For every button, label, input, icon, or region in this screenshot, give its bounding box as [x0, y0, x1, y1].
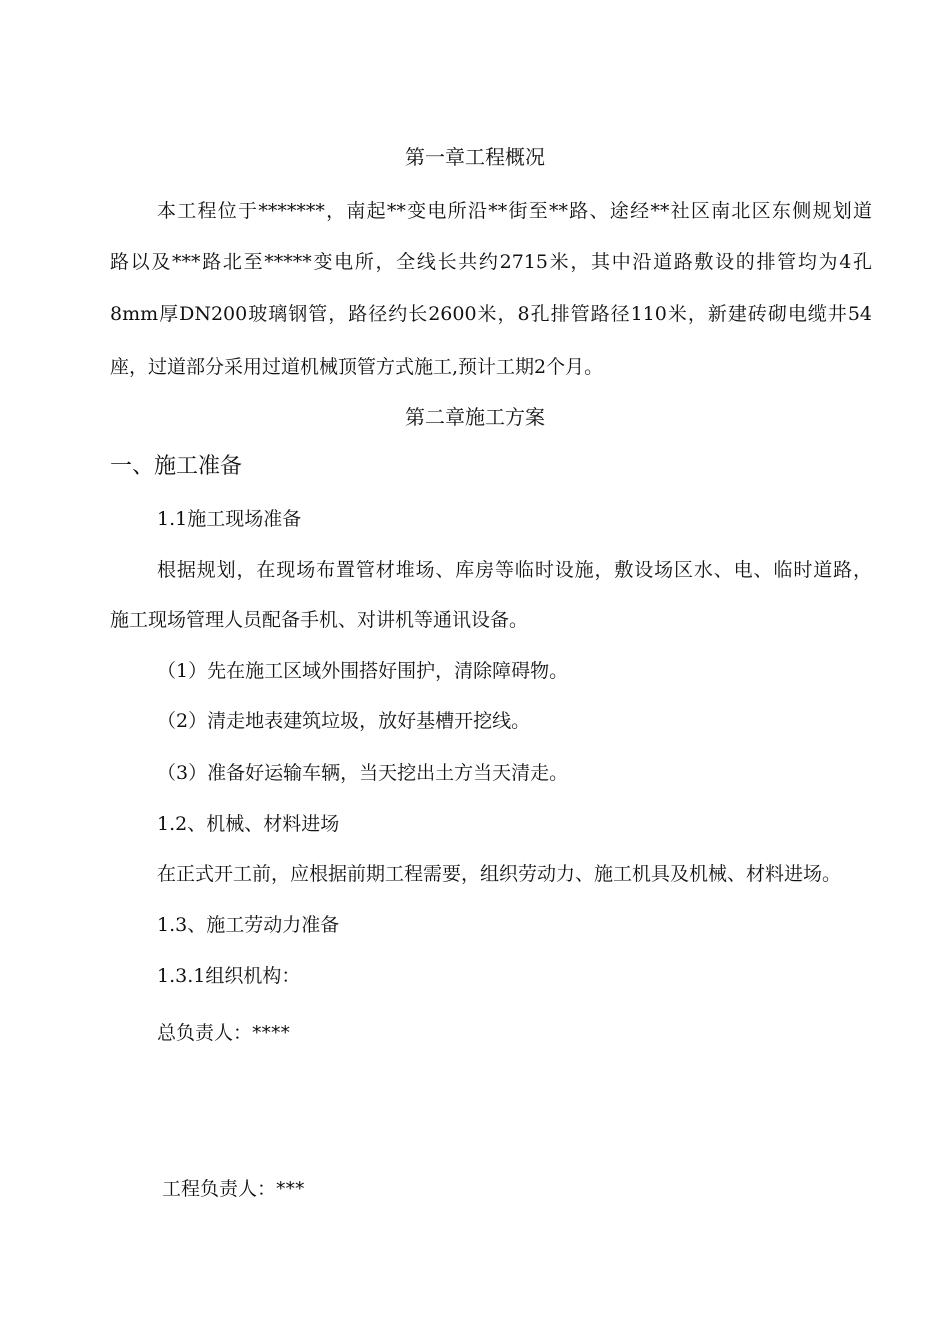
chapter-2-title: 第二章施工方案 — [405, 405, 545, 429]
list-item-1: （1）先在施工区域外围搭好围护，清除障碍物。 — [157, 660, 569, 682]
chapter-1-paragraph-line-2: 路以及***路北至*****变电所，全线长共约2715米，其中沿道路敷设的排管均为4孔 — [110, 251, 872, 273]
project-manager-line: 工程负责人：*** — [162, 1178, 305, 1200]
subsection-1-3-heading: 1.3、施工劳动力准备 — [157, 914, 340, 936]
section-1-heading: 一、施工准备 — [110, 454, 243, 479]
subsection-1-1-heading: 1.1施工现场准备 — [157, 508, 302, 530]
general-manager-line: 总负责人：**** — [157, 1022, 291, 1044]
chapter-1-paragraph-line-3: 8mm厚DN200玻璃钢管，路径约长2600米，8孔排管路径110米，新建砖砌电缆井54 — [110, 303, 872, 325]
subsection-1-2-paragraph: 在正式开工前，应根据前期工程需要，组织劳动力、施工机具及机械、材料进场。 — [157, 863, 842, 885]
chapter-1-paragraph-line-4: 座，过道部分采用过道机械顶管方式施工,预计工期2个月。 — [110, 356, 604, 378]
chapter-1-paragraph-line-1: 本工程位于*******，南起**变电所沿**街至**路、途经**社区南北区东侧规划道 — [157, 200, 872, 222]
subsection-1-2-heading: 1.2、机械、材料进场 — [157, 813, 340, 835]
list-item-2: （2）清走地表建筑垃圾，放好基槽开挖线。 — [157, 710, 531, 732]
subsection-1-1-paragraph-line-1: 根据规划，在现场布置管材堆场、库房等临时设施，敷设场区水、电、临时道路， — [157, 559, 872, 581]
list-item-3: （3）准备好运输车辆，当天挖出土方当天清走。 — [157, 762, 569, 784]
chapter-1-title: 第一章工程概况 — [405, 145, 545, 169]
subsection-1-1-paragraph-line-2: 施工现场管理人员配备手机、对讲机等通讯设备。 — [110, 609, 529, 631]
subsection-1-3-1-heading: 1.3.1组织机构： — [157, 965, 301, 987]
